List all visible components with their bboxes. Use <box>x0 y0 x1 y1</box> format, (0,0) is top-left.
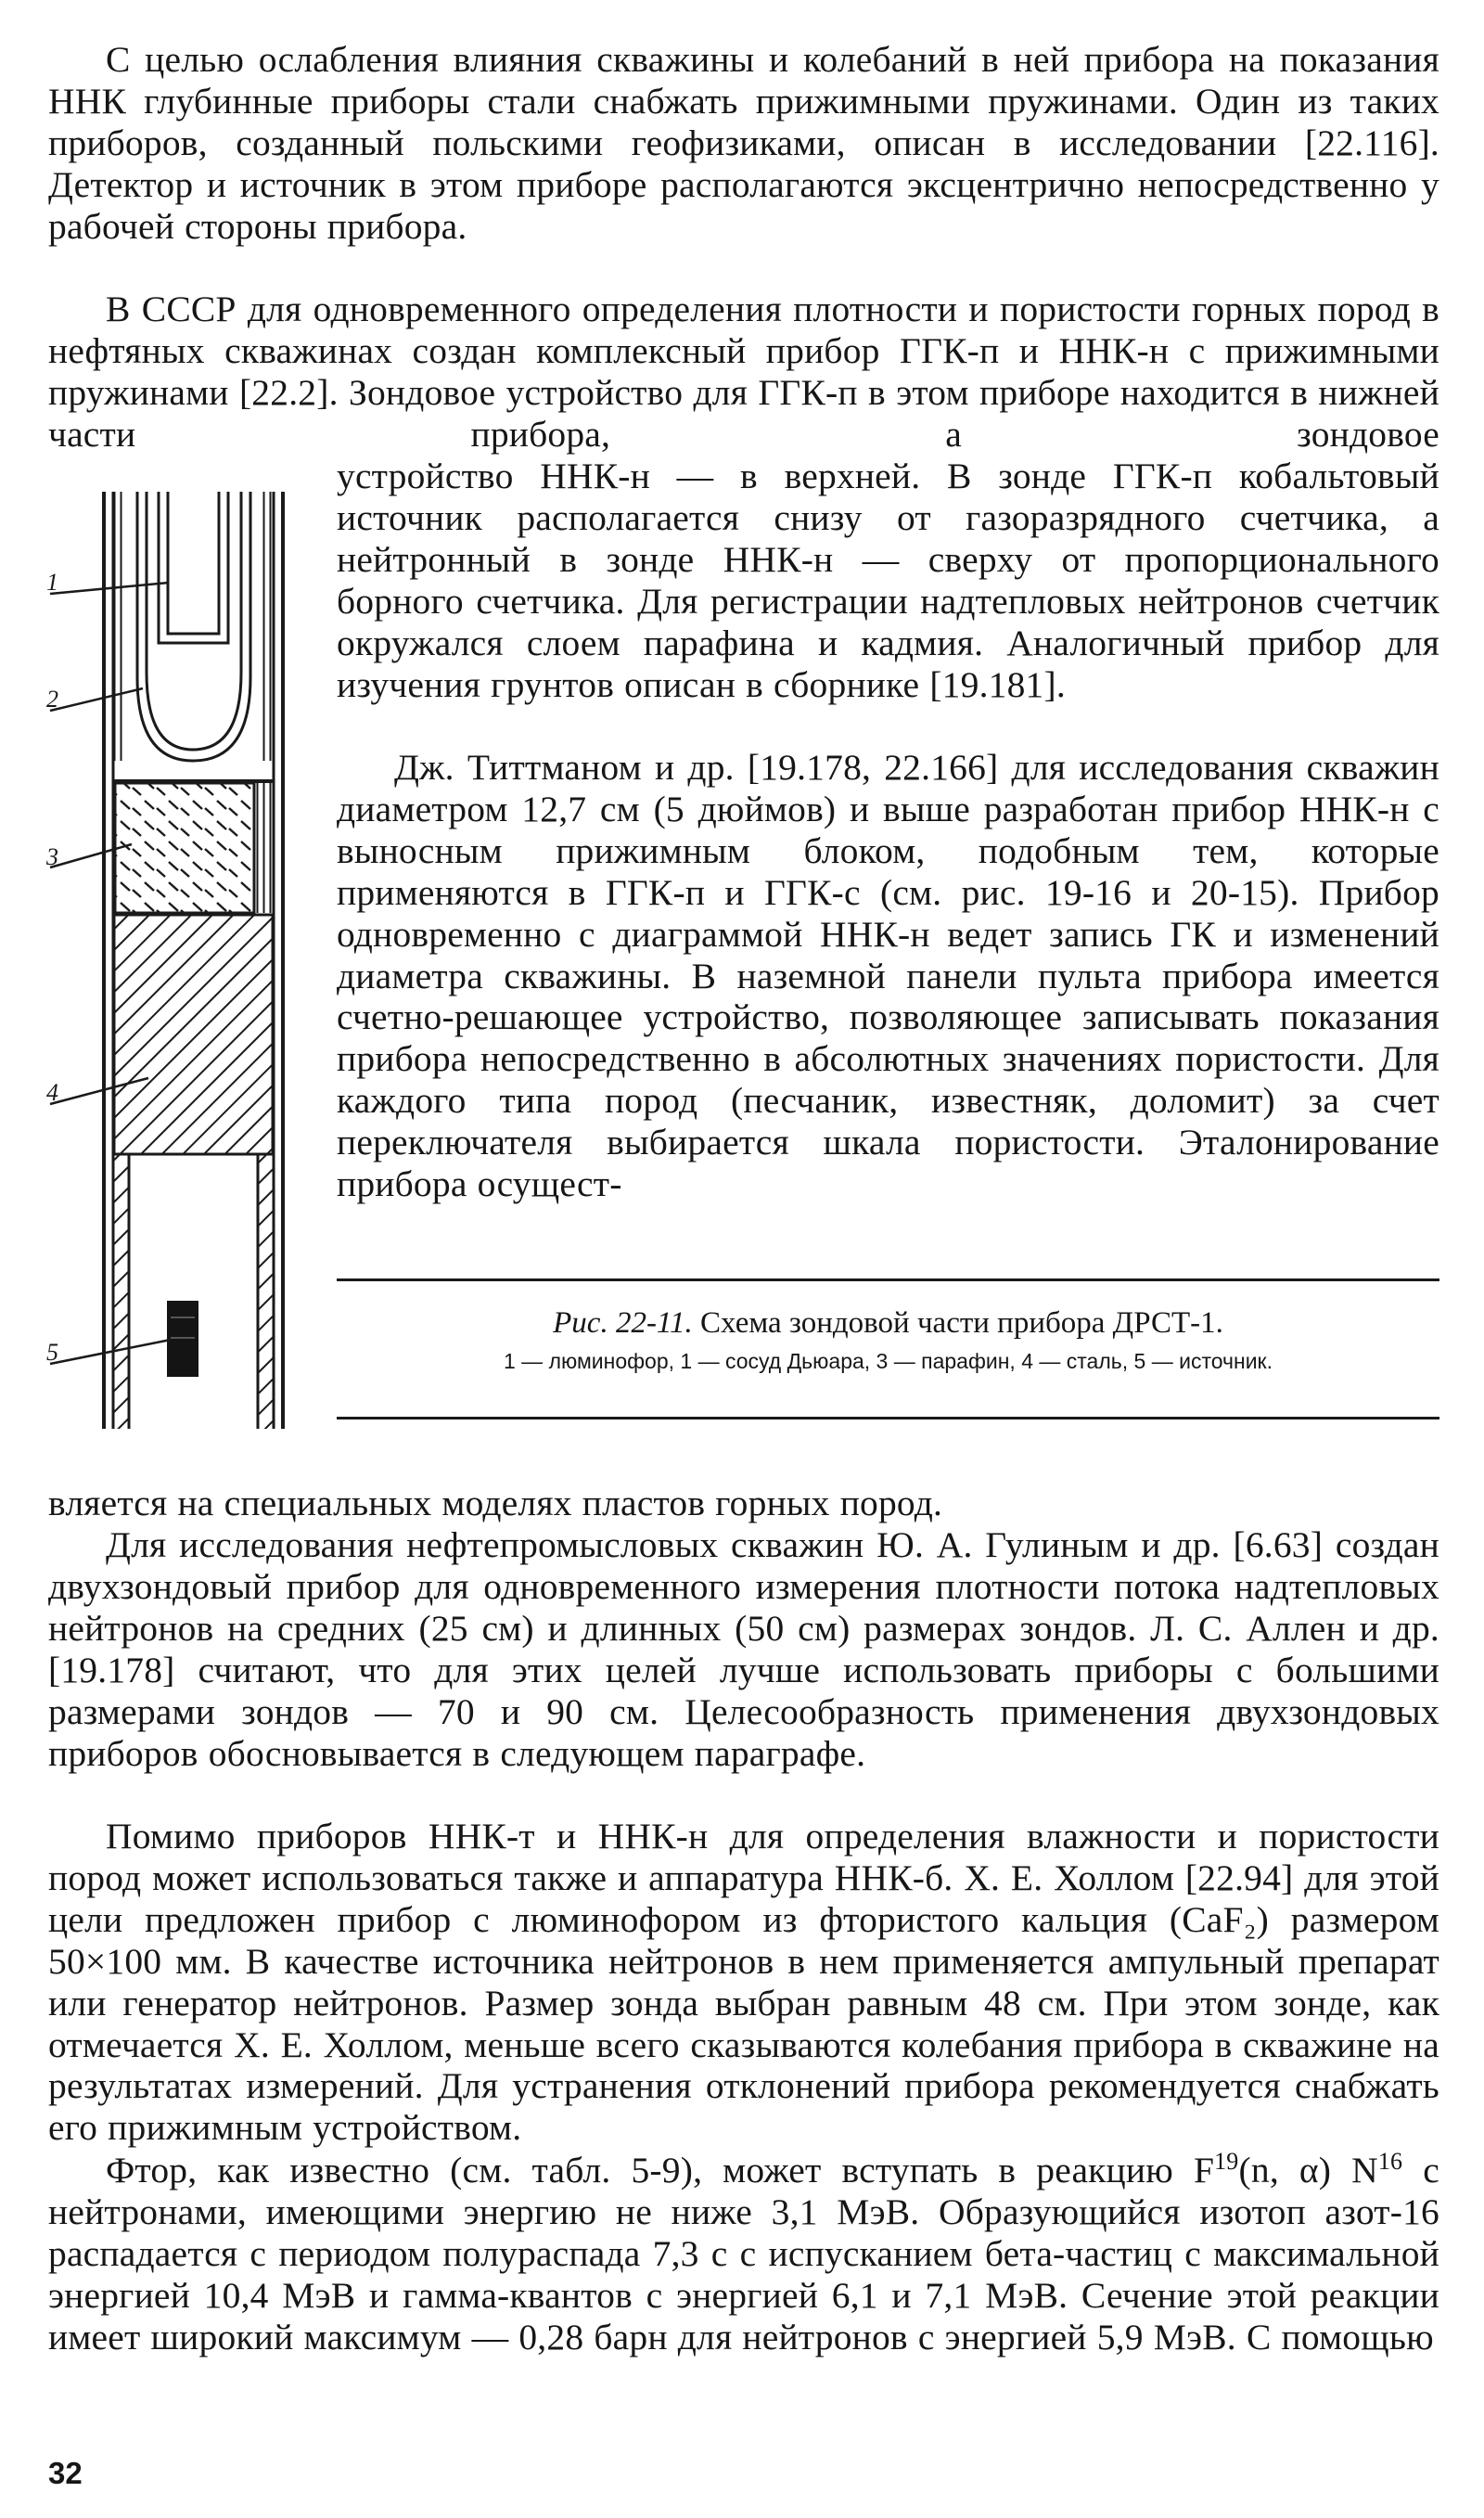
paragraph-2-top: В СССР для одновременного определения плотности и пористости горных пород в нефтяных скважинах создан комплексный прибор ГГК-п и ННК-н с прижимными пружинами [22.2]. Зондовое устройство для ГГК-п в этом приборе находится в нижней части прибора, а зондовое <box>48 289 1439 455</box>
callout-1: 1 <box>46 569 58 596</box>
figure-caption-title <box>337 1304 1439 1342</box>
callout-5: 5 <box>46 1339 58 1366</box>
figure-legend: 1 — люминофор, 1 — сосуд Дьюара, 3 — парафин, 4 — сталь, 5 — источник. <box>504 1349 1273 1373</box>
p6-superscript-16: 16 <box>1377 2148 1403 2175</box>
paragraph-4: Для исследования нефтепромысловых скважин Ю. А. Гулиным и др. [6.63] создан двухзондовый прибор для одновременного измерения плотности потока надтепловых нейтронов на средних (25 см) и длинных (50 см) размерах зондов. Л. С. Аллен и др. [19.178] считают, что для этих целей лучше использовать приборы с большими размерами зондов — 70 и 90 см. Целесообразность применения двухзондовых приборов обосновывается в следующем параграфе. <box>48 1524 1439 1774</box>
p6-text-a: Фтор, как известно (см. табл. 5-9), может вступать в реакцию F <box>106 2150 1215 2190</box>
figure-title: Схема зондовой части прибора ДРСТ-1. <box>700 1306 1223 1340</box>
paragraph-5: Помимо приборов ННК-т и ННК-н для определения влажности и пористости пород может использоваться также и аппаратура ННК-б. Х. Е. Холлом [22.94] для этой цели предложен прибор с люминофором из фтористого кальция (CaF₂) размером 50×100 мм. В качестве источника нейтронов в нем применяется ампульный препарат или генератор нейтронов. Размер зонда выбран равным 48 см. При этом зонде, как отмечается Х. Е. Холлом, меньше всего сказываются колебания прибора в скважине на результатах измерений. Для устранения отклонений прибора рекомендуется снабжать его прижимным устройством. <box>48 1816 1439 2149</box>
paragraph-1: С целью ослабления влияния скважины и колебаний в ней прибора на показания ННК глубинные приборы стали снабжать прижимными пружинами. Один из таких приборов, созданный польскими геофизиками, описан в исследовании [22.116]. Детектор и источник в этом приборе располагаются эксцентрично непосредственно у рабочей стороны прибора. <box>48 39 1439 247</box>
paragraph-3-end: вляется на специальных моделях пластов горных пород. <box>48 1483 943 1523</box>
callout-4: 4 <box>46 1079 58 1106</box>
p6-text-c: с нейтронами, имеющими энергию не ниже 3,1 МэВ. Образующийся изотоп азот-16 распадается с периодом полураспада 7,3 с с испусканием бета-частиц с максимальной энергией 10,4 МэВ и гамма-квантов с энергией 6,1 и 7,1 МэВ. Сечение этой реакции имеет широкий максимум — 0,28 барн для нейтронов с энергией 5,9 МэВ. С помощью <box>48 2150 1439 2357</box>
p6-superscript-19: 19 <box>1214 2148 1239 2175</box>
figure-ref: Рис. 22-11. <box>553 1306 693 1340</box>
p6-text-b: (n, α) N <box>1238 2150 1378 2190</box>
probe-schematic-figure <box>46 492 306 1429</box>
callout-3: 3 <box>46 843 58 870</box>
luminophor <box>168 492 219 634</box>
paragraph-6 <box>48 2150 1439 2358</box>
paragraph-2-continued: устройство ННК-н — в верхней. В зонде ГГК-п кобальтовый источник располагается снизу от газоразрядного счетчика, а нейтронный в зонде ННК-н — сверху от пропорционального борного счетчика. Для регистрации надтепловых нейтронов счетчик окружался слоем парафина и кадмия. Аналогичный прибор для изучения грунтов описан в сборнике [19.181]. <box>337 456 1439 705</box>
paragraph-3: Дж. Титтманом и др. [19.178, 22.166] для исследования скважин диаметром 12,7 см (5 дюймов) и выше разработан прибор ННК-н с выносным прижимным блоком, подобным тем, которые применяются в ГГК-п и ГГК-с (см. рис. 19-16 и 20-15). Прибор одновременно с диаграммой ННК-н ведет запись ГК и изменений диаметра скважины. В наземной панели пульта прибора имеется счетно-решающее устройство, позволяющее записывать показания прибора непосредственно в абсолютных значениях пористости. Для каждого типа пород (песчаник, известняк, доломит) за счет переключателя выбирается шкала пористости. Эталонирование прибора осущест- <box>337 747 1439 1205</box>
steel-section <box>114 915 273 1154</box>
page-number: 32 <box>48 2456 83 2490</box>
caption-rule-bottom <box>337 1417 1439 1420</box>
callout-2: 2 <box>46 686 58 713</box>
caption-rule-top <box>337 1278 1439 1281</box>
paraffin-block <box>115 783 254 913</box>
